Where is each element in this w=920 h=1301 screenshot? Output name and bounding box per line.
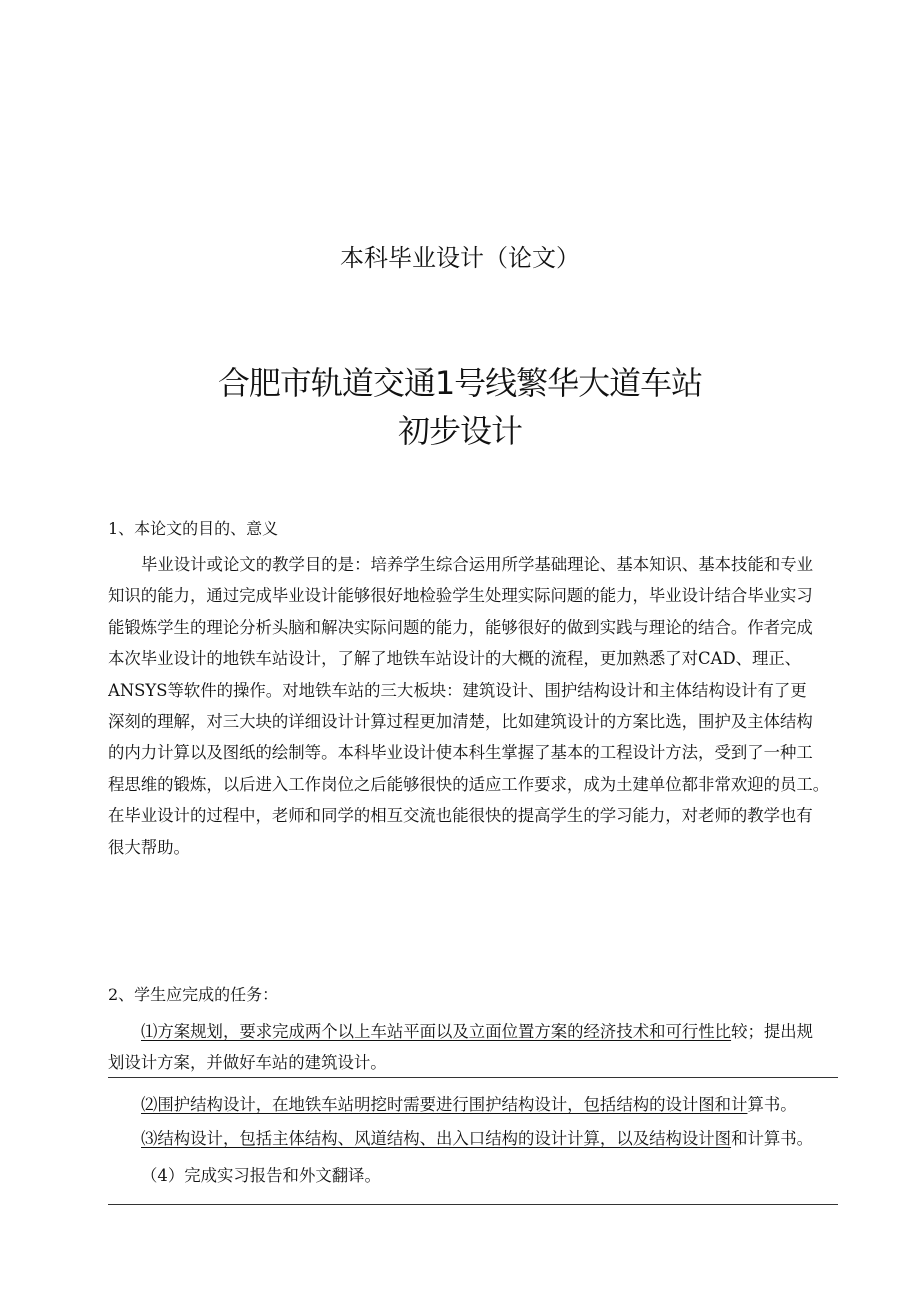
- thesis-title-line-1: 合肥市轨道交通1号线繁华大道车站: [217, 364, 703, 402]
- task-1-text: 较；提出规: [731, 1022, 814, 1041]
- paragraph-line: 在毕业设计的过程中，老师和同学的相互交流也能很快的提高学生的学习能力，对老师的教学也有: [108, 806, 813, 826]
- paragraph-line: 本次毕业设计的地铁车站设计，了解了地铁车站设计的大概的流程，更加熟悉了对CAD、理正、: [108, 649, 802, 669]
- horizontal-rule: [108, 1204, 838, 1205]
- task-item-3: [108, 1123, 838, 1154]
- paragraph-line: 能锻炼学生的理论分析头脑和解决实际问题的能力，能够很好的做到实践与理论的结合。作者完成: [108, 617, 813, 637]
- task-1-line-2: 划设计方案，并做好车站的建筑设计。: [108, 1053, 387, 1072]
- paragraph-line: 的内力计算以及图纸的绘制等。本科毕业设计使本科生掌握了基本的工程设计方法，受到了一种工: [108, 743, 813, 763]
- paragraph-line: 程思维的锻炼，以后进入工作岗位之后能够很快的适应工作要求，成为土建单位都非常欢迎的员工。: [108, 774, 830, 794]
- document-type-heading: 本科毕业设计（论文）: [340, 244, 580, 272]
- paragraph-line: 深刻的理解，对三大块的详细设计计算过程更加清楚，比如建筑设计的方案比选，围护及主体结构: [108, 712, 813, 732]
- task-item-4: [108, 1160, 838, 1191]
- paragraph-line: 很大帮助。: [108, 837, 190, 857]
- task-4-line: （4）完成实习报告和外文翻译。: [141, 1166, 381, 1185]
- section-2-heading: 2、学生应完成的任务：: [108, 985, 279, 1004]
- section-1-heading: 1、本论文的目的、意义: [108, 519, 279, 538]
- task-3-text: 和计算书。: [731, 1129, 814, 1148]
- task-3-line: [108, 1123, 838, 1154]
- horizontal-rule: [108, 1077, 838, 1078]
- task-2-underlined-text: ⑵围护结构设计，在地铁车站明挖时需要进行围护结构设计，包括结构的设计图和计: [141, 1095, 748, 1114]
- task-1-line-1: [108, 1016, 838, 1047]
- paragraph-line: 毕业设计或论文的教学目的是：培养学生综合运用所学基础理论、基本知识、基本技能和专业: [141, 555, 814, 574]
- section-1-paragraph: [108, 549, 838, 863]
- paragraph-line: ANSYS等软件的操作。对地铁车站的三大板块：建筑设计、围护结构设计和主体结构设计有了更: [108, 680, 807, 700]
- thesis-title-line-2: 初步设计: [397, 412, 522, 450]
- task-item-2: [108, 1089, 838, 1120]
- task-2-line: [108, 1089, 838, 1120]
- task-2-text: 算书。: [747, 1095, 797, 1114]
- paragraph-line: 知识的能力，通过完成毕业设计能够很好地检验学生处理实际问题的能力，毕业设计结合毕业实习: [108, 586, 813, 606]
- task-item-1: [108, 1016, 838, 1078]
- task-1-underlined-text: ⑴方案规划，要求完成两个以上车站平面以及立面位置方案的经济技术和可行性比: [141, 1022, 732, 1041]
- task-3-underlined-text: ⑶结构设计，包括主体结构、风道结构、出入口结构的设计计算，以及结构设计图: [141, 1129, 732, 1148]
